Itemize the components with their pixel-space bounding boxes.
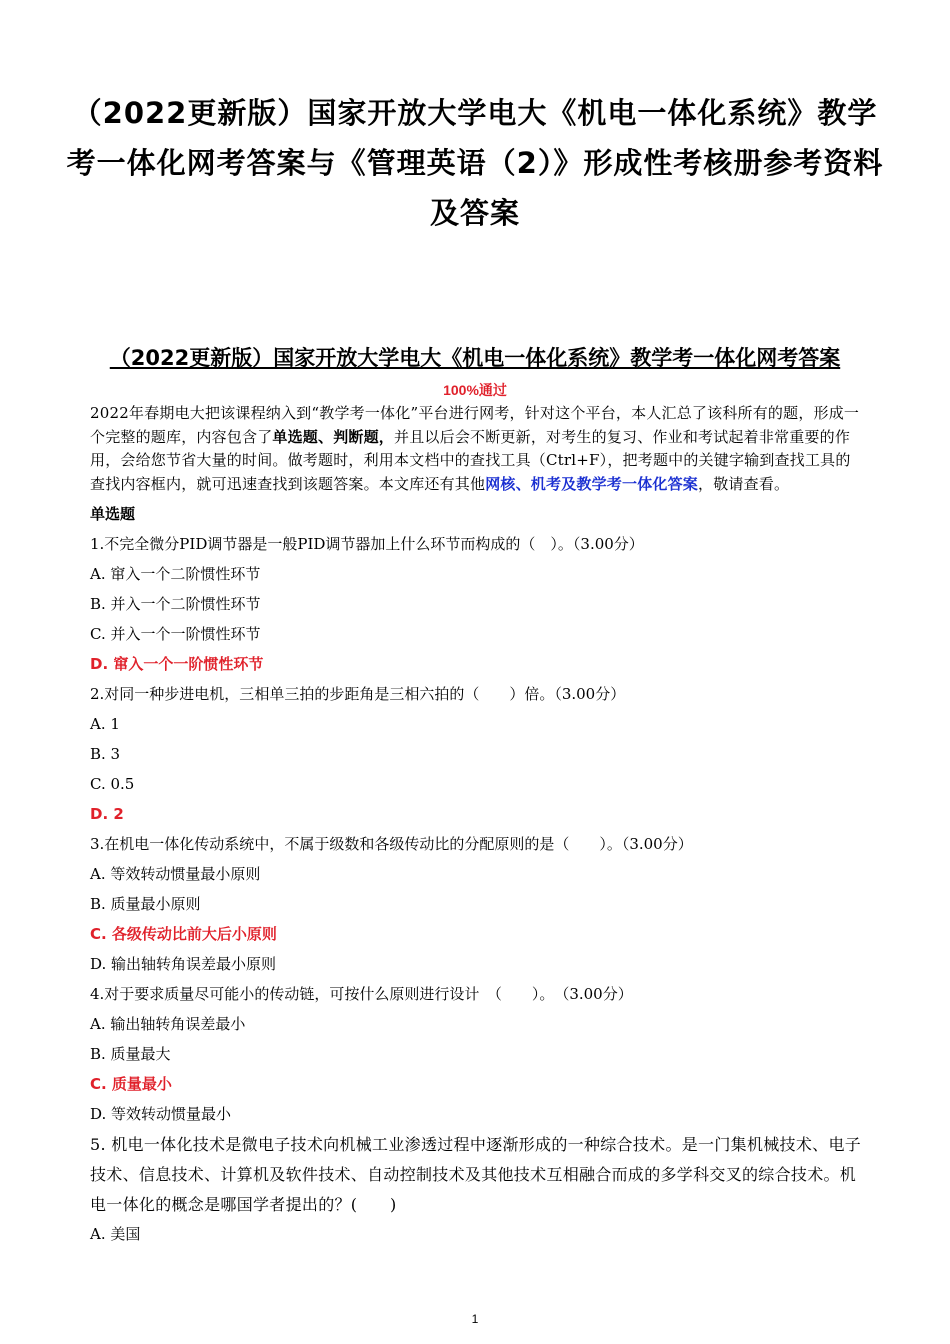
option-1b: B. 并入一个二阶惯性环节 [90,595,261,613]
other-answers-link[interactable]: 网核、机考及教学考一体化答案 [485,474,699,493]
intro-text-2: 并且以后会不断更新，对考生的复习、作业和考试起着非常重要的作用，会给您节省大量的时间。做考题时，利用本文档中的查找工具（Ctrl+F），把考题中的关键字输到查找工具的查找内容框内，就可迅速查找到该题答案。本文库还有其他 [90,427,851,493]
answer-1d: D. 窜入一个一阶惯性环节 [90,655,264,673]
option-4b: B. 质量最大 [90,1045,171,1063]
intro-bold-text: 单选题、判断题， [272,427,395,446]
option-5a: A. 美国 [90,1225,141,1243]
section-title: （2022更新版）国家开放大学电大《机电一体化系统》教学考一体化网考答案 [109,346,841,370]
answer-4c: C. 质量最小 [90,1075,172,1093]
intro-paragraph [90,402,860,496]
option-2c: C. 0.5 [90,775,135,793]
option-3b: B. 质量最小原则 [90,895,201,913]
pass-rate-label: 100%通过 [443,382,507,398]
option-4a: A. 输出轴转角误差最小 [90,1015,246,1033]
question-3: 3.在机电一体化传动系统中，不属于级数和各级传动比的分配原则的是（ ）。（3.00分） [90,835,693,853]
intro-text-1: 2022年春期电大把该课程纳入到“教学考一体化”平台进行网考，针对这个平台，本人汇总了该科所有的题，形成一个完整的题库，内容包含了 [90,404,860,446]
document-title: （2022更新版）国家开放大学电大《机电一体化系统》教学考一体化网考答案与《管理英语（2）》形成性考核册参考资料及答案 [66,96,884,230]
intro-text-3: ，敬请查看。 [698,474,790,493]
option-1c: C. 并入一个一阶惯性环节 [90,625,261,643]
option-3d: D. 输出轴转角误差最小原则 [90,955,277,973]
question-1: 1.不完全微分PID调节器是一般PID调节器加上什么环节而构成的（ ）。（3.00分） [90,535,644,553]
option-4d: D. 等效转动惯量最小 [90,1105,232,1123]
page-number: 1 [471,1312,479,1326]
option-3a: A. 等效转动惯量最小原则 [90,865,261,883]
answer-2d: D. 2 [90,805,124,823]
option-1a: A. 窜入一个二阶惯性环节 [90,565,261,583]
section-heading-single-choice: 单选题 [90,505,136,523]
question-2: 2.对同一种步进电机，三相单三拍的步距角是三相六拍的（ ）倍。（3.00分） [90,685,626,703]
option-2a: A. 1 [90,715,120,733]
option-2b: B. 3 [90,745,121,763]
answer-3c: C. 各级传动比前大后小原则 [90,925,277,943]
question-4: 4.对于要求质量尽可能小的传动链，可按什么原则进行设计 （ ）。 （3.00分） [90,985,633,1003]
question-5: 5. 机电一体化技术是微电子技术向机械工业渗透过程中逐渐形成的一种综合技术。是一门集机械技术、电子技术、信息技术、计算机及软件技术、自动控制技术及其他技术互相融合而成的多学科交叉的综合技术。机电一体化的概念是哪国学者提出的？( ) [90,1135,862,1214]
